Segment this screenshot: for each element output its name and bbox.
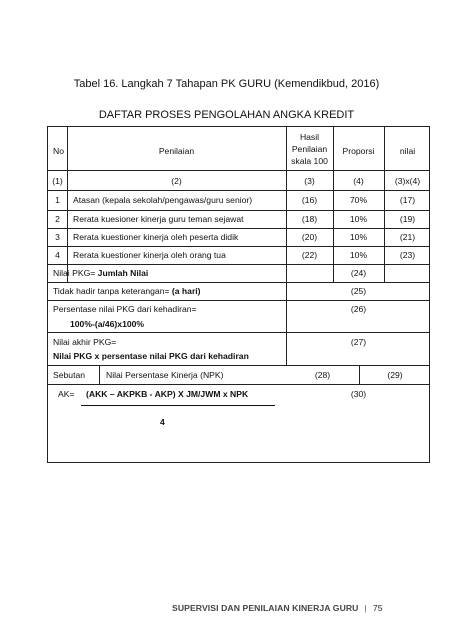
row-hasil: (20) <box>301 232 318 242</box>
row-no: 1 <box>55 195 60 205</box>
row-divider <box>48 228 429 229</box>
nilai-pkg-label: Nilai PKG= Jumlah Nilai <box>53 268 149 278</box>
row-divider <box>48 246 429 247</box>
page-number: 75 <box>372 603 383 613</box>
fraction-bar <box>81 405 275 406</box>
footer-title: SUPERVISI DAN PENILAIAN KINERJA GURU <box>172 603 359 613</box>
nilai-akhir-formula: Nilai PKG x persentase nilai PKG dari kehadiran <box>53 351 249 361</box>
sebutan-value: (29) <box>387 370 403 380</box>
header-no: No <box>53 146 64 156</box>
table-caption: Tabel 16. Langkah 7 Tahapan PK GURU (Kemendikbud, 2016) <box>73 78 380 90</box>
footer-separator: | <box>364 603 367 613</box>
row-divider <box>48 190 429 191</box>
header-nilai: nilai <box>399 146 416 156</box>
row-proporsi: 10% <box>349 214 368 224</box>
row-divider <box>48 332 429 333</box>
row-no: 2 <box>55 214 60 224</box>
tidak-hadir-value: (25) <box>350 286 367 296</box>
index-cell: (1) <box>52 176 63 186</box>
ak-value: (30) <box>350 389 367 399</box>
row-penilaian: Atasan (kepala sekolah/pengawas/guru senior) <box>73 195 253 205</box>
header-proporsi: Proporsi <box>342 146 375 156</box>
index-cell: (4) <box>353 176 364 186</box>
row-hasil: (18) <box>301 214 318 224</box>
row-penilaian: Rerata kuestioner kinerja oleh peserta didik <box>73 232 239 242</box>
row-hasil: (22) <box>301 250 318 260</box>
row-nilai: (21) <box>399 232 416 242</box>
row-divider <box>48 384 429 385</box>
sebutan-label: Sebutan <box>53 370 86 380</box>
row-no: 3 <box>55 232 60 242</box>
header-penilaian: Penilaian <box>158 146 195 156</box>
row-divider <box>48 210 429 211</box>
ak-denominator: 4 <box>160 417 165 427</box>
ak-label: AK= <box>58 389 75 399</box>
npk-value: (28) <box>314 370 331 380</box>
credit-score-table <box>47 126 430 463</box>
row-hasil: (16) <box>301 195 318 205</box>
table-title: DAFTAR PROSES PENGOLAHAN ANGKA KREDIT <box>98 109 355 121</box>
nilai-pkg-value: (24) <box>350 268 367 278</box>
page-footer <box>172 603 383 613</box>
row-proporsi: 10% <box>349 232 368 242</box>
row-divider <box>48 282 429 283</box>
header-hasil-line3: skala 100 <box>291 156 328 166</box>
row-penilaian: Rerata kuesioner kinerja guru teman sejawat <box>73 214 244 224</box>
nilai-akhir-value: (27) <box>350 337 367 347</box>
npk-label: Nilai Persentase Kinerja (NPK) <box>106 370 224 380</box>
index-cell: (3) <box>304 176 315 186</box>
nilai-akhir-label: Nilai akhir PKG= <box>53 337 117 347</box>
tidak-hadir-label: Tidak hadir tanpa keterangan= (a hari) <box>53 286 201 296</box>
persentase-formula: 100%-(a/46)x100% <box>70 319 145 329</box>
row-penilaian: Rerata kuestioner kinerja oleh orang tua <box>73 250 226 260</box>
persentase-value: (26) <box>350 304 367 314</box>
index-cell: (3)x(4) <box>394 176 421 186</box>
header-hasil-line2: Penilaian <box>291 144 328 154</box>
row-no: 4 <box>55 250 60 260</box>
row-nilai: (19) <box>399 214 416 224</box>
persentase-label: Persentase nilai PKG dari kehadiran= <box>53 304 197 314</box>
row-proporsi: 10% <box>349 250 368 260</box>
row-divider <box>48 264 429 265</box>
row-divider <box>48 170 429 171</box>
row-proporsi: 70% <box>349 195 368 205</box>
row-nilai: (23) <box>399 250 416 260</box>
row-divider <box>48 365 429 366</box>
ak-numerator: (AKK – AKPKB - AKP) X JM/JWM x NPK <box>86 389 249 399</box>
column-divider <box>99 365 100 384</box>
row-divider <box>48 300 429 301</box>
header-hasil-line1: Hasil <box>299 132 320 142</box>
row-nilai: (17) <box>399 195 416 205</box>
index-cell: (2) <box>171 176 182 186</box>
